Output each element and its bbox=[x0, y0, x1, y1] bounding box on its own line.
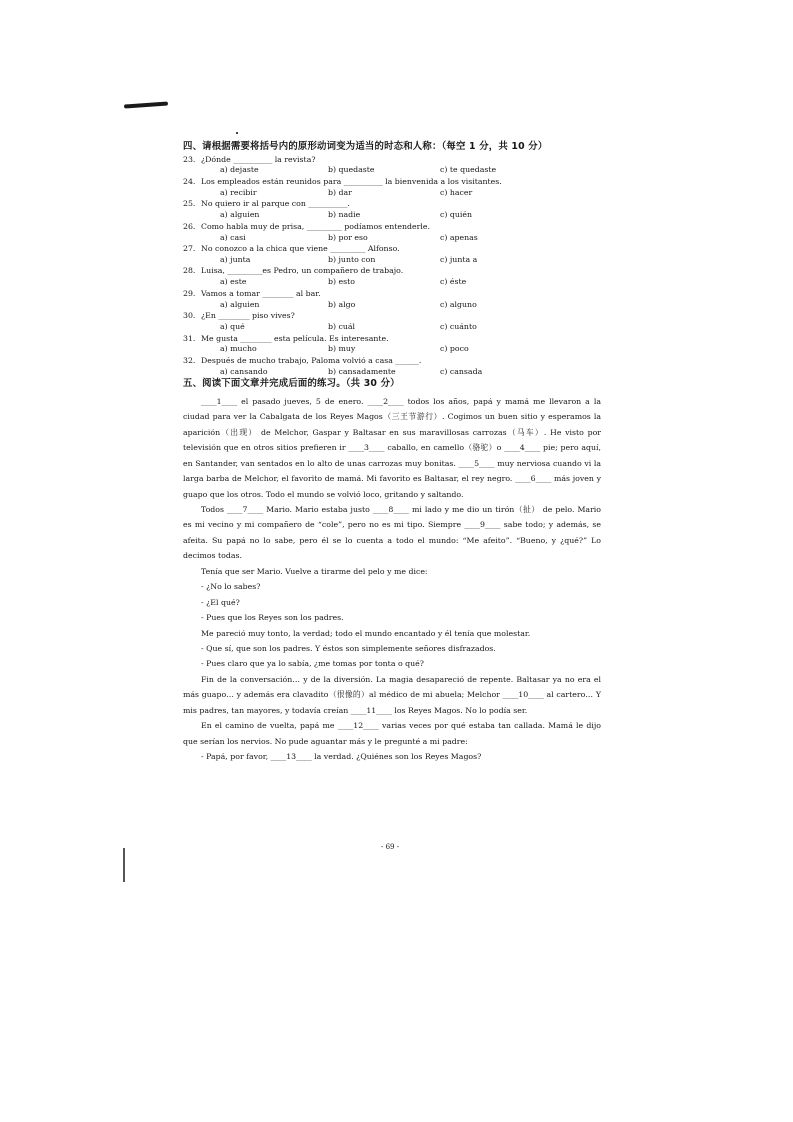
question-23 bbox=[183, 156, 601, 178]
option-a: a) casi bbox=[220, 232, 246, 242]
question-number: 26. bbox=[183, 221, 196, 231]
question-24 bbox=[183, 178, 601, 200]
question-26 bbox=[183, 223, 601, 245]
option-c: c) junta a bbox=[440, 254, 478, 264]
option-c: c) alguno bbox=[440, 299, 477, 309]
dialogue-line: - Papá, por favor, ____13____ la verdad. ¿Quiénes son los Reyes Magos? bbox=[201, 752, 482, 762]
passage-paragraph: Tenía que ser Mario. Vuelve a tirarme del pelo y me dice: bbox=[201, 566, 428, 576]
option-a: a) dejaste bbox=[220, 165, 259, 175]
option-a: a) alguien bbox=[220, 299, 260, 309]
question-number: 27. bbox=[183, 244, 196, 254]
option-c: c) cuánto bbox=[440, 322, 477, 332]
question-text: ¿Dónde __________ la revista? bbox=[201, 154, 316, 164]
passage-paragraph: En el camino de vuelta, papá me ____12____ varias veces por qué estaba tan callada. Mamá le dijo que serían los nervios. No pude aguantar más y le pregunté a mi padre: bbox=[183, 721, 601, 746]
question-number: 24. bbox=[183, 176, 196, 186]
question-28 bbox=[183, 267, 601, 289]
question-25 bbox=[183, 200, 601, 222]
option-b: b) cuál bbox=[328, 322, 356, 332]
option-b: b) muy bbox=[328, 344, 356, 354]
question-text: Me gusta ________ esta película. Es interesante. bbox=[201, 333, 389, 343]
dialogue-line: - Que sí, que son los padres. Y éstos son simplemente señores disfrazados. bbox=[201, 643, 496, 653]
option-a: a) mucho bbox=[220, 344, 257, 354]
reading-passage bbox=[183, 394, 601, 765]
question-number: 32. bbox=[183, 356, 196, 366]
option-c: c) éste bbox=[440, 277, 467, 287]
option-a: a) junta bbox=[220, 254, 251, 264]
option-c: c) poco bbox=[440, 344, 469, 354]
question-32 bbox=[183, 357, 601, 379]
question-31 bbox=[183, 335, 601, 357]
option-b: b) por eso bbox=[328, 232, 368, 242]
option-b: b) dar bbox=[328, 187, 352, 197]
option-c: c) apenas bbox=[440, 232, 478, 242]
option-b: b) nadie bbox=[328, 210, 361, 220]
question-30 bbox=[183, 312, 601, 334]
option-a: a) este bbox=[220, 277, 247, 287]
question-number: 31. bbox=[183, 333, 196, 343]
page-number: - 69 - bbox=[381, 843, 400, 851]
passage-paragraph: Todos ____7____ Mario. Mario estaba justo ____8____ mi lado y me dio un tirón（扯） de pelo. Mario es mi vecino y mi compañero de “cole”, pero no es mi tipo. Siempre ____9____ sabe todo; y además, se afeita. Su papá no lo sabe, pero él se lo cuenta a todo el mundo: “Me afeito”. “Bueno, y ¿qué?” Lo decimos todas. bbox=[183, 505, 601, 561]
passage-paragraph: Fin de la conversación… y de la diversión. La magia desapareció de repente. Baltasar ya no era el más guapo… y además era clavadito（很像的）al médico de mi abuela; Melchor ____10____ al cartero… Y mis padres, tan mayores, y todavía creían ____11____ los Reyes Magos. No lo podía ser. bbox=[183, 674, 601, 715]
dialogue-line: - Pues que los Reyes son los padres. bbox=[201, 613, 344, 623]
scan-artifact-dot bbox=[236, 132, 238, 134]
question-text: No conozco a la chica que viene _________ Alfonso. bbox=[201, 244, 400, 254]
option-c: c) hacer bbox=[440, 187, 473, 197]
option-c: c) cansada bbox=[440, 366, 483, 376]
option-b: b) junto con bbox=[328, 254, 376, 264]
question-text: Luisa, _________es Pedro, un compañero de trabajo. bbox=[201, 266, 404, 276]
passage-paragraph: ____1____ el pasado jueves, 5 de enero. ____2____ todos los años, papá y mamá me llevaron a la ciudad para ver la Cabalgata de los Reyes Magos（三王节游行）. Cogimos un buen sitio y esperamos la aparición（出现） de Melchor, Gaspar y Baltasar en sus maravillosas carrozas（马车）. He visto por televisión que en otros sitios prefieren ir ____3____ caballo, en camello（骆驼）o ____4____ pie; pero aquí, en Santander, van sentados en lo alto de unas carrozas muy bonitas. ____5____ muy nerviosa cuando vi la larga barba de Melchor, el favorito de mamá. Mi favorito es Baltasar, el rey negro. ____6____ más joven y guapo que los otros. Todo el mundo se volvió loco, gritando y saltando. bbox=[183, 396, 601, 499]
scan-artifact-mark bbox=[124, 101, 168, 108]
section4-title: 四、请根据需要将括号内的原形动词变为适当的时态和人称：（每空 1 分，共 10 分） bbox=[183, 141, 548, 152]
question-number: 23. bbox=[183, 154, 196, 164]
option-c: c) te quedaste bbox=[440, 165, 497, 175]
section5-title: 五、阅读下面文章并完成后面的练习。（共 30 分） bbox=[183, 378, 400, 390]
question-text: No quiero ir al parque con __________. bbox=[201, 199, 350, 209]
option-b: b) algo bbox=[328, 299, 356, 309]
dialogue-line: - ¿No lo sabes? bbox=[201, 582, 261, 592]
option-a: a) recibir bbox=[220, 187, 257, 197]
question-number: 30. bbox=[183, 311, 196, 321]
question-number: 25. bbox=[183, 199, 196, 209]
question-text: Después de mucho trabajo, Paloma volvió a casa ______. bbox=[201, 356, 422, 366]
question-29 bbox=[183, 290, 601, 312]
question-27 bbox=[183, 245, 601, 267]
option-b: b) esto bbox=[328, 277, 355, 287]
question-text: Los empleados están reunidos para __________ la bienvenida a los visitantes. bbox=[201, 176, 502, 186]
option-b: b) quedaste bbox=[328, 165, 375, 175]
scan-artifact-line bbox=[123, 848, 125, 882]
exam-page-content bbox=[183, 142, 601, 764]
question-text: Vamos a tomar ________ al bar. bbox=[201, 288, 321, 298]
dialogue-line: - ¿El qué? bbox=[201, 597, 240, 607]
question-number: 29. bbox=[183, 288, 196, 298]
option-a: a) alguien bbox=[220, 210, 260, 220]
question-text: Como habla muy de prisa, _________ podíamos entenderle. bbox=[201, 221, 430, 231]
question-list bbox=[183, 156, 601, 380]
option-b: b) cansadamente bbox=[328, 366, 396, 376]
dialogue-line: - Pues claro que ya lo sabía, ¿me tomas por tonta o qué? bbox=[201, 659, 424, 669]
option-a: a) cansando bbox=[220, 366, 268, 376]
option-a: a) qué bbox=[220, 322, 245, 332]
question-number: 28. bbox=[183, 266, 196, 276]
passage-paragraph: Me pareció muy tonto, la verdad; todo el mundo encantado y él tenía que molestar. bbox=[201, 628, 531, 638]
option-c: c) quién bbox=[440, 210, 473, 220]
question-text: ¿En ________ piso vives? bbox=[201, 311, 295, 321]
